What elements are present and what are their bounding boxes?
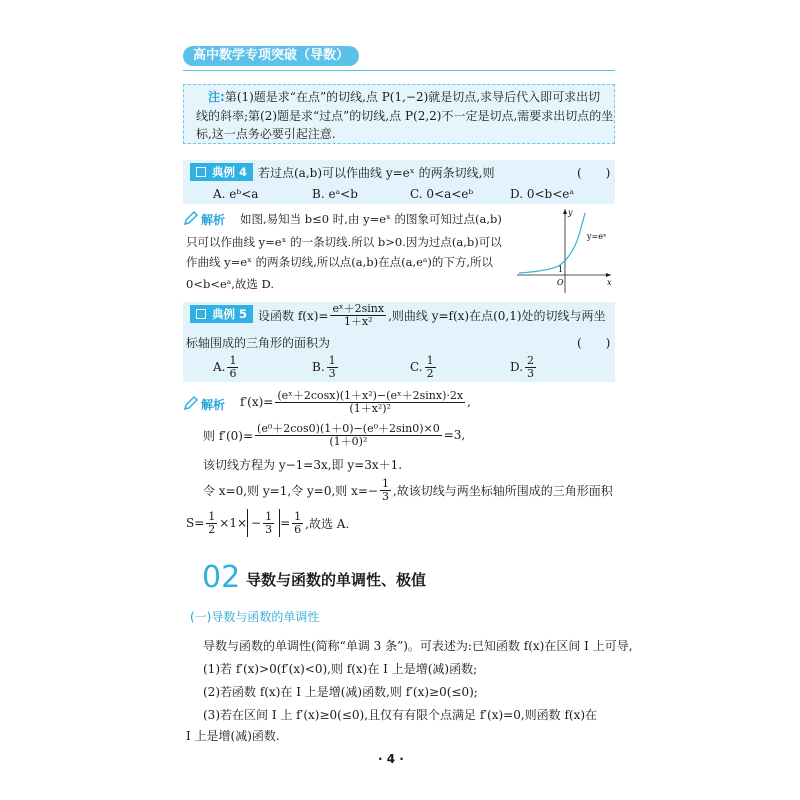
book-icon — [196, 309, 206, 319]
example-5-question: 设函数 f(x)= $\frac{\text{eˣ＋2sinx}}{\text{1＋x²}}$ ,则曲线 y=f(x)在点(0,1)处的切线与两坐 — [258, 301, 606, 328]
body-paragraph-5: I 上是增(减)函数. — [186, 729, 280, 743]
section-number: 02 — [202, 560, 241, 595]
pencil-icon — [183, 210, 199, 230]
example-4-question: 若过点(a,b)可以作曲线 y=eˣ 的两条切线,则 — [258, 166, 495, 180]
graph-x-label: x — [607, 278, 612, 287]
solution-5-derivative: f′(x)= $\frac{\text{(eˣ＋2cosx)(1＋x²)−(eˣ＋2sinx)·2x}}{\text{(1＋x²)²}}$ , — [240, 388, 471, 415]
example-4-option-d: D. 0<b<eᵃ — [510, 187, 574, 201]
example-5-line-2: 标轴围成的三角形的面积为 — [186, 336, 331, 350]
graph-one-label: 1 — [558, 265, 564, 274]
body-paragraph-3: (2)若函数 f(x)在 I 上是增(减)函数,则 f′(x)≥0(≤0); — [203, 685, 478, 699]
solution-4-line-4: 0<b<eᵃ,故选 D. — [186, 277, 274, 291]
body-paragraph-1: 导数与函数的单调性(简称“单调 3 条”)。可表述为:已知函数 f(x)在区间 I 上可导, — [203, 639, 633, 653]
note-text — [196, 88, 614, 144]
note-label: 注: — [208, 90, 225, 104]
example-5-answer-paren: ( ) — [577, 336, 611, 350]
header-rule — [183, 70, 615, 71]
example-5-label: 典例 5 — [190, 305, 253, 323]
example-4-option-a: A. eᵇ<a — [213, 187, 259, 201]
example-5-option-c: C. $\frac{1}{2}$ — [410, 353, 434, 380]
solution-4-line-1: 如图,易知当 b≤0 时,由 y=eˣ 的图象可知过点(a,b) — [240, 212, 502, 226]
example-4-label: 典例 4 — [190, 163, 253, 181]
graph-y-label: y — [568, 208, 573, 217]
solution-5-area: S= $\frac{1}{2}$ ×1× − $\frac{1}{3}$ = $\frac{1}{6}$ ,故选 A. — [186, 509, 350, 536]
body-paragraph-2: (1)若 f′(x)>0(f′(x)<0),则 f(x)在 I 上是增(减)函数; — [203, 662, 478, 676]
solution-4-label: 解析 — [201, 213, 226, 227]
example-5-option-b: B. $\frac{1}{3}$ — [312, 353, 336, 380]
subsection-title: (一)导数与函数的单调性 — [190, 610, 320, 624]
example-4-option-b: B. eᵃ<b — [312, 187, 358, 201]
solution-5-tangent: 该切线方程为 y−1=3x,即 y=3x＋1. — [203, 458, 403, 472]
body-paragraph-4: (3)若在区间 I 上 f′(x)≥0(≤0),且仅有有限个点满足 f′(x)=0,则函数 f(x)在 — [203, 708, 598, 722]
page-number: · 4 · — [378, 752, 404, 766]
pencil-icon — [183, 395, 199, 415]
example-4-answer-paren: ( ) — [577, 166, 611, 180]
note-line-3: 标,这一点务必要引起注意. — [196, 127, 336, 141]
solution-5-label: 解析 — [201, 398, 226, 412]
exponential-graph — [515, 205, 615, 295]
section-title: 导数与函数的单调性、极值 — [246, 571, 427, 589]
graph-curve-label: y=eˣ — [587, 232, 607, 241]
solution-4-line-2: 只可以作曲线 y=eˣ 的一条切线.所以 b>0.因为过点(a,b)可以 — [186, 235, 502, 249]
header-title: 高中数学专项突破（导数） — [183, 46, 359, 66]
example-5-option-d: D. $\frac{2}{3}$ — [510, 353, 535, 380]
note-line-1: 第(1)题是求“在点”的切线,点 P(1,−2)就是切点,求导后代入即可求出切 — [224, 90, 601, 104]
graph-origin-label: O — [557, 278, 564, 287]
solution-5-derivative-value: 则 f′(0)= $\frac{\text{(e⁰＋2cos0)(1＋0)−(e⁰＋2sin0)×0}}{\text{(1＋0)²}}$ =3, — [203, 421, 466, 448]
example-5-option-a: A. $\frac{1}{6}$ — [213, 353, 237, 380]
example-4-option-c: C. 0<a<eᵇ — [410, 187, 474, 201]
solution-4-line-3: 作曲线 y=eˣ 的两条切线,所以点(a,b)在点(a,eᵃ)的下方,所以 — [186, 255, 494, 269]
solution-5-intercepts: 令 x=0,则 y=1,令 y=0,则 x=− $\frac{1}{3}$ ,故该切线与两坐标轴所围成的三角形面积 — [203, 476, 613, 503]
book-icon — [196, 167, 206, 177]
note-line-2: 线的斜率;第(2)题是求“过点”的切线,点 P(2,2)不一定是切点,需要求出切点的坐 — [196, 108, 614, 123]
